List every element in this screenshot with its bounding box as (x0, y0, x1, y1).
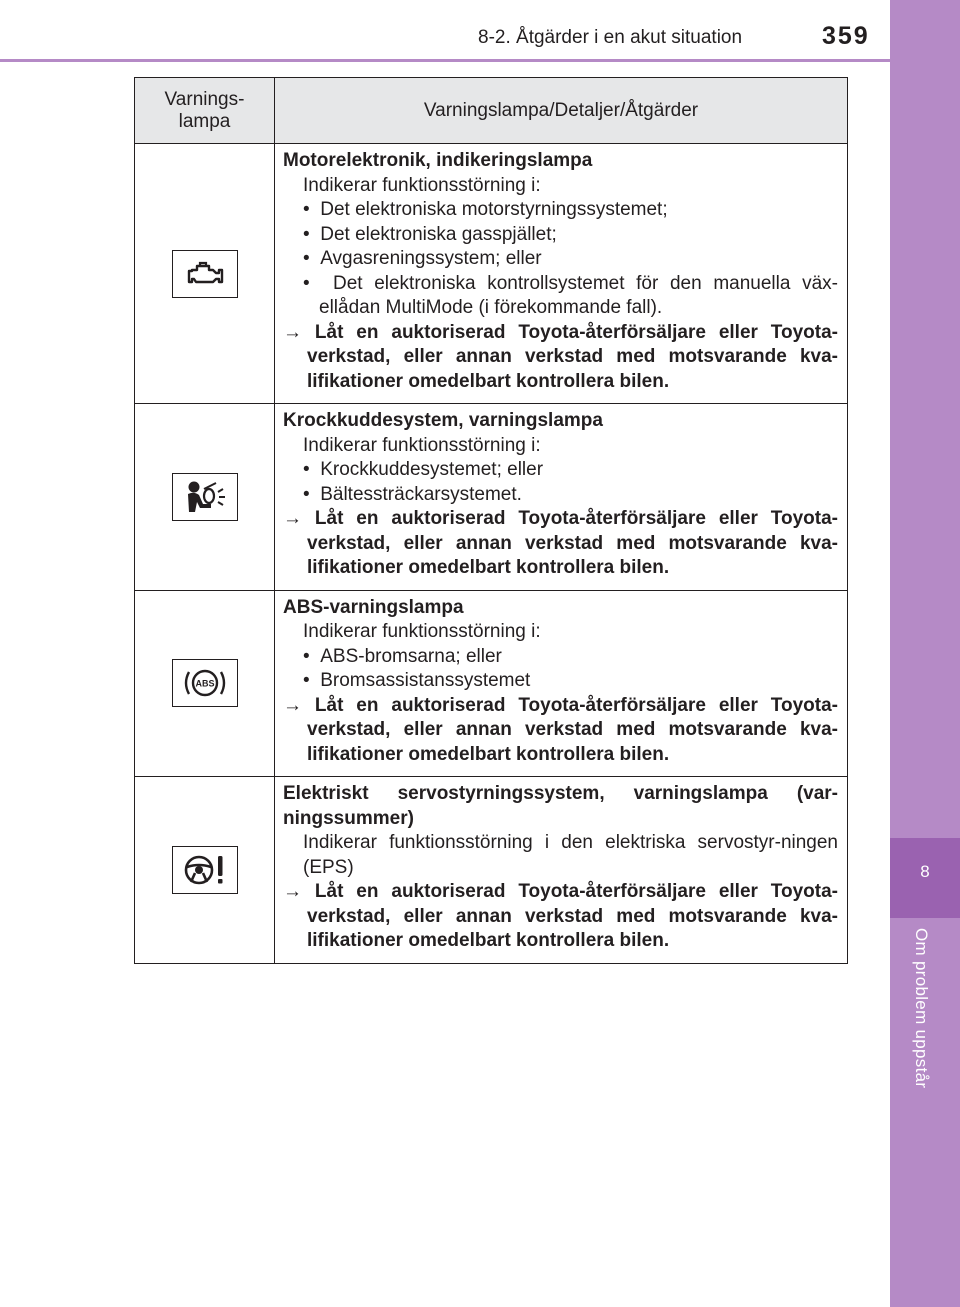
action-instruction (283, 507, 838, 581)
lamp-title: Motorelektronik, indikeringslampa (283, 150, 593, 171)
list-item-text: Avgasreningssystem; eller (320, 248, 542, 269)
list-item (283, 247, 838, 272)
bullet-glyph: • (303, 483, 310, 505)
list-item-text: Krockkuddesystemet; eller (320, 459, 544, 480)
lamp-title: Krockkuddesystem, varningslampa (283, 410, 603, 431)
airbag-icon (172, 473, 238, 521)
list-item (283, 645, 838, 670)
details-cell (275, 777, 848, 964)
list-item (283, 483, 838, 508)
arrow-icon: → (283, 694, 302, 716)
table-row (135, 404, 848, 591)
section-title: 8-2. Åtgärder i en akut situation (478, 27, 743, 48)
column-header-lamp (135, 78, 275, 144)
warning-lamp-table (134, 77, 848, 964)
lamp-cell (135, 404, 275, 591)
lamp-intro: Indikerar funktionsstörning i den elektriska servostyr-ningen (EPS) (303, 832, 838, 878)
bullet-glyph: • (303, 199, 310, 220)
action-text: Låt en auktoriserad Toyota-återförsäljare eller Toyota-verkstad, eller annan verkstad med motsvarande kva-lifikationer omedelbart kontrollera bilen. (307, 321, 838, 392)
list-item-text: Bältessträckarsystemet. (320, 483, 522, 505)
bullet-glyph: • (303, 223, 310, 245)
action-instruction (283, 321, 838, 395)
bullet-glyph: • (303, 272, 310, 294)
chapter-title: Om problem uppstår (912, 928, 931, 1089)
action-instruction (283, 880, 838, 954)
bullet-glyph: • (303, 670, 310, 691)
action-instruction (283, 694, 838, 768)
lamp-intro: Indikerar funktionsstörning i: (303, 434, 541, 456)
lamp-cell (135, 590, 275, 777)
list-item-text: Det elektroniska kontrollsystemet för den manuella väx-ellådan MultiMode (i förekommande fall). (319, 272, 838, 318)
abs-icon (172, 659, 238, 707)
arrow-icon: → (283, 508, 302, 529)
column-header-lamp-line2: lampa (178, 110, 231, 132)
lamp-intro: Indikerar funktionsstörning i: (303, 621, 541, 642)
action-text: Låt en auktoriserad Toyota-återförsäljare eller Toyota-verkstad, eller annan verkstad med motsvarande kva-lifikationer omedelbart kontrollera bilen. (307, 508, 838, 578)
table-row (135, 590, 848, 777)
lamp-title: ABS-varningslampa (283, 596, 464, 618)
column-header-lamp-line1: Varnings- (164, 88, 245, 110)
table-row (135, 144, 848, 404)
arrow-icon: → (283, 321, 302, 343)
list-item-text: Det elektroniska gasspjället; (320, 223, 557, 245)
details-cell (275, 590, 848, 777)
lamp-cell (135, 144, 275, 404)
list-item-text: ABS-bromsarna; eller (320, 645, 502, 667)
list-item-text: Det elektroniska motorstyrningssystemet; (320, 199, 668, 220)
list-item-text: Bromsassistanssystemet (320, 670, 531, 691)
list-item (283, 669, 838, 694)
list-item (283, 198, 838, 223)
list-item (283, 272, 838, 321)
abs-icon-label: ABS (194, 678, 215, 689)
engine-check-icon (172, 250, 238, 298)
action-text: Låt en auktoriserad Toyota-återförsäljare eller Toyota-verkstad, eller annan verkstad med motsvarande kva-lifikationer omedelbart kontrollera bilen. (307, 881, 838, 951)
lamp-intro: Indikerar funktionsstörning i: (303, 174, 541, 196)
lamp-cell (135, 777, 275, 964)
column-header-details: Varningslampa/Detaljer/Åtgärder (275, 78, 848, 144)
bullet-glyph: • (303, 248, 310, 269)
header-rule (0, 59, 890, 62)
chapter-side-tab (890, 0, 960, 1307)
list-item (283, 458, 838, 483)
table-row (135, 777, 848, 964)
bullet-glyph: • (303, 645, 310, 667)
lamp-title: Elektriskt servostyrningssystem, varningslampa (var-ningssummer) (283, 783, 838, 829)
details-cell (275, 404, 848, 591)
table-header-row (135, 78, 848, 144)
chapter-number: 8 (920, 862, 930, 881)
power-steering-warning-icon (172, 846, 238, 894)
action-text: Låt en auktoriserad Toyota-återförsäljare eller Toyota-verkstad, eller annan verkstad med motsvarande kva-lifikationer omedelbart kontrollera bilen. (307, 694, 838, 765)
bullet-glyph: • (303, 459, 310, 480)
details-cell (275, 144, 848, 404)
page-number: 359 (822, 22, 870, 50)
arrow-icon: → (283, 881, 302, 902)
list-item (283, 223, 838, 248)
